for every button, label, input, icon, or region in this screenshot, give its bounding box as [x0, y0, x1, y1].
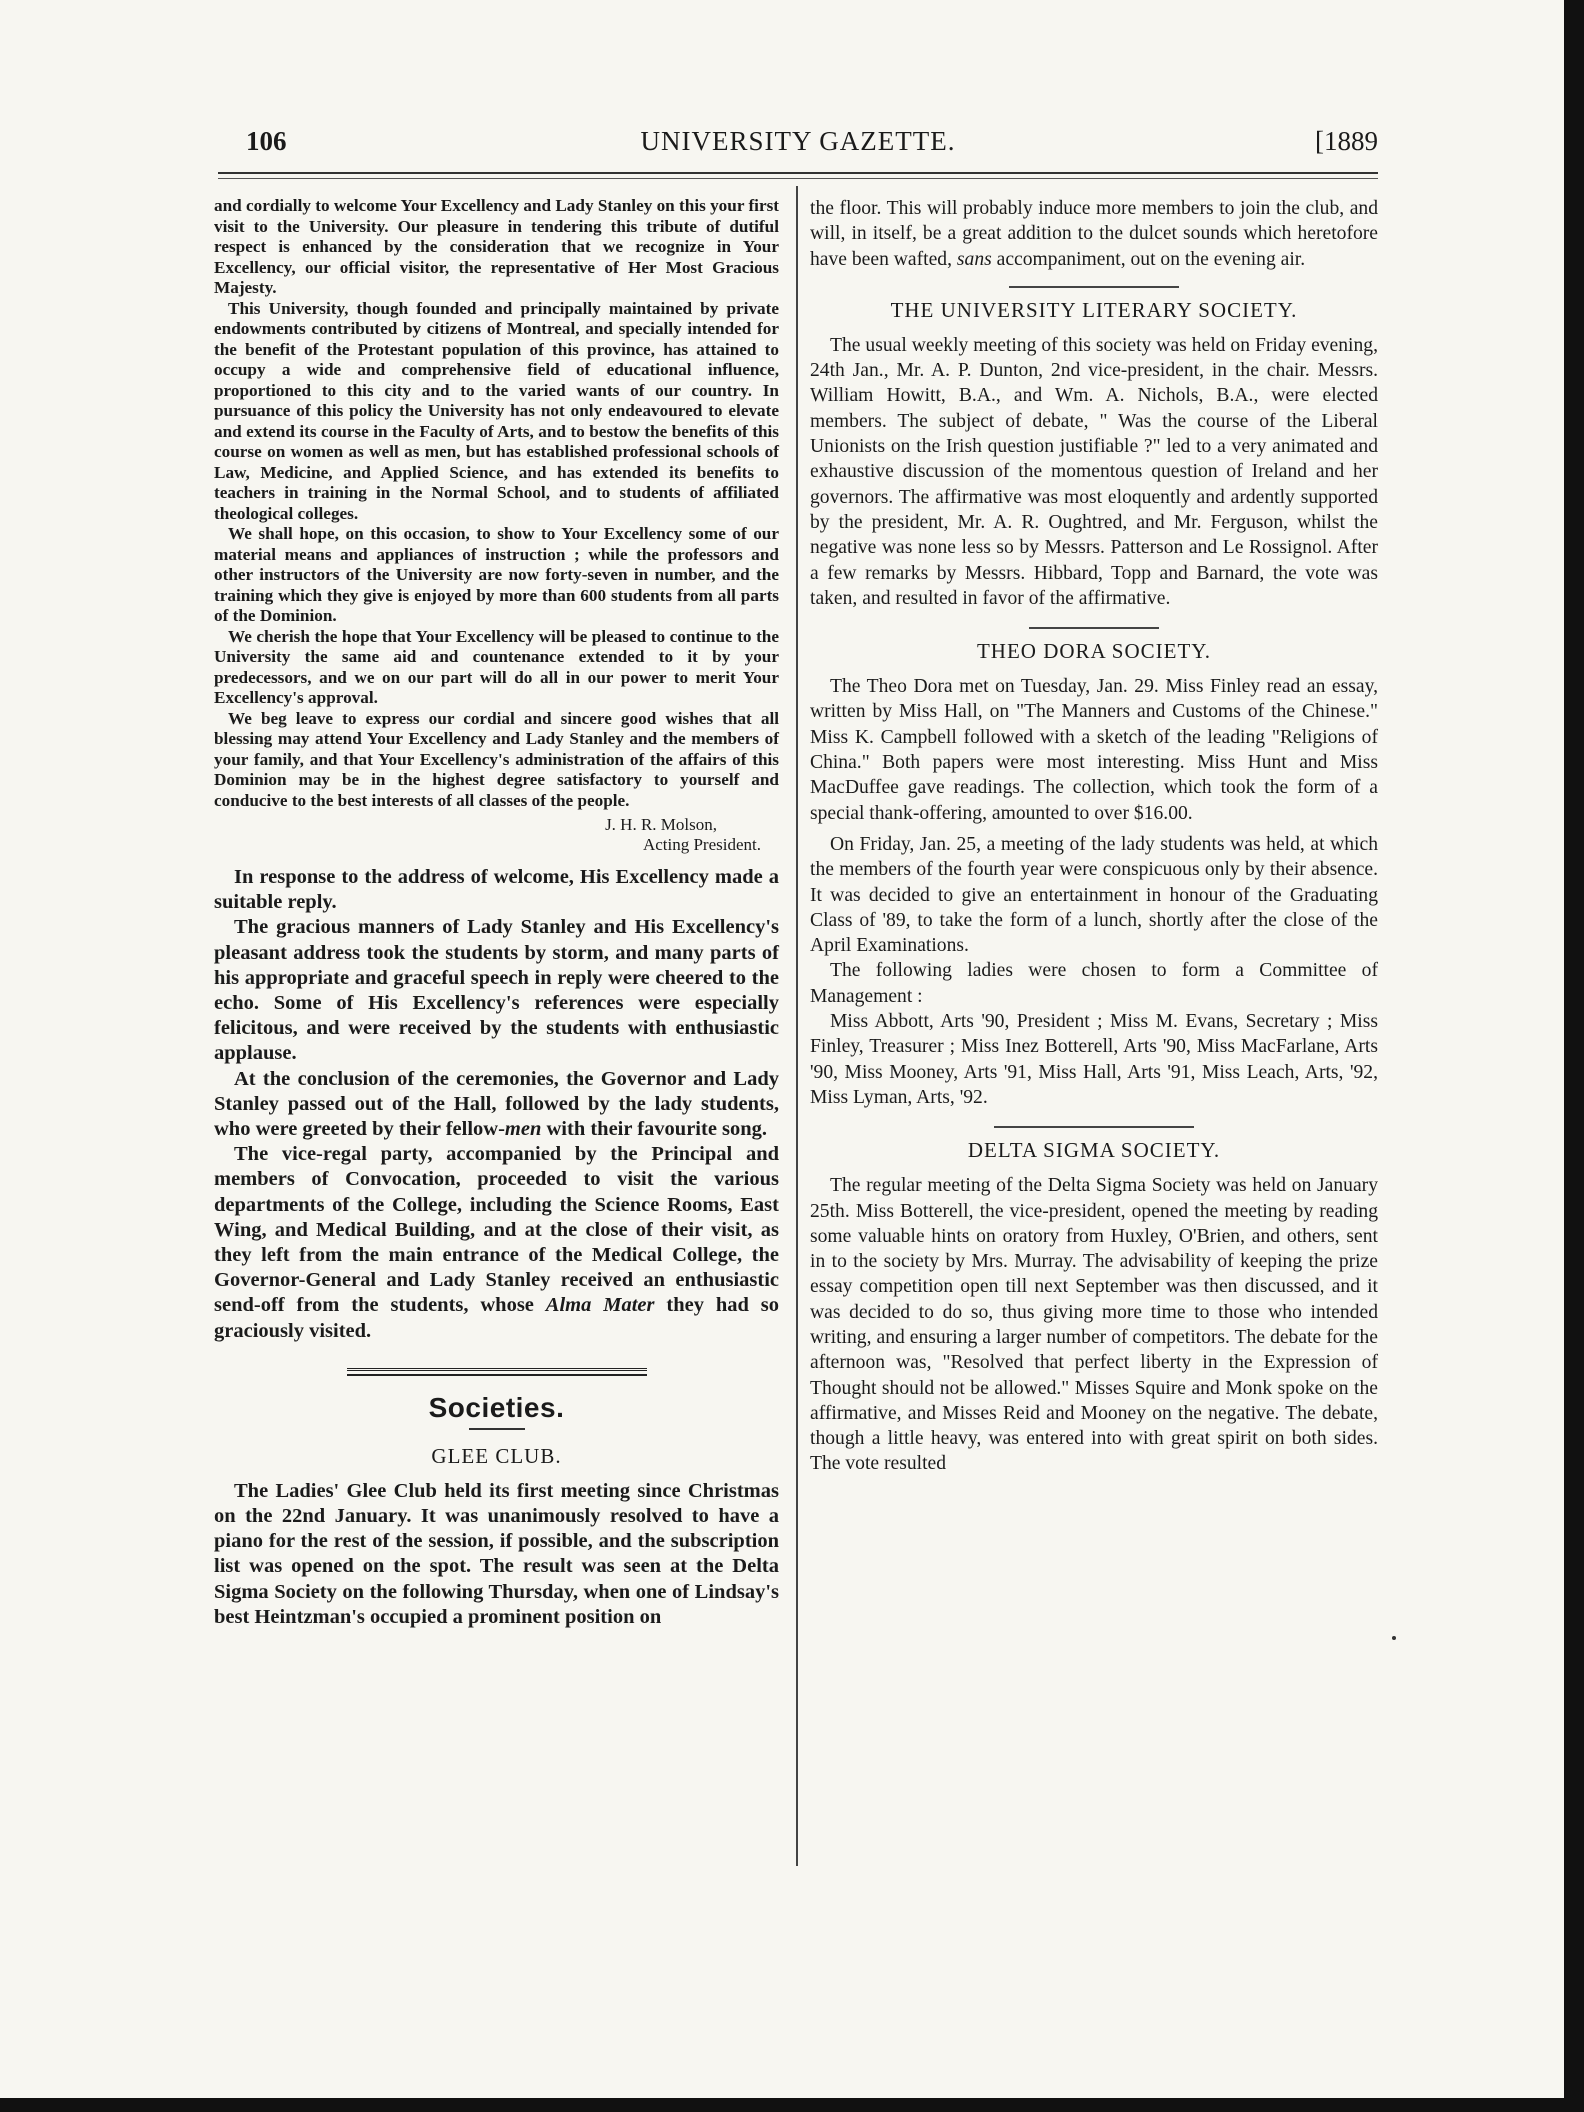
- publication-title: UNIVERSITY GAZETTE.: [640, 126, 956, 156]
- issue-year: [1889: [1315, 126, 1378, 156]
- glee-club-section: [214, 1479, 779, 1630]
- article-body: [214, 865, 779, 1344]
- left-column: [214, 196, 779, 1630]
- glee-club-heading: GLEE CLUB.: [431, 1443, 562, 1468]
- address-paragraph: We beg leave to express our cordial and sincere good wishes that all blessing may attend Your Excellency and Lady Stanley and the members of your family, and that Your Excellency's administration of the affairs of this Dominion may be in the highest degree satisfactory to yourself and conducive to the best interests of all classes of the people.: [214, 708, 779, 810]
- address-paragraph: We shall hope, on this occasion, to show to Your Excellency some of our material means and appliances of instruction ; while the professors and other instructors of the University are now forty-seven in number, and the training which they give is enjoyed by more than 600 students from all parts of the Dominion.: [214, 524, 779, 625]
- delta-sigma-text: The regular meeting of the Delta Sigma Society was held on January 25th. Miss Botterell, the vice-president, opened the meeting by reading some valuable hints on oratory from Huxley, O'Brien, and others, sent in to the society by Mrs. Murray. The advisability of keeping the prize essay competition open till next September was then discussed, and it was decided to do so, thus giving more time to those who intended writing, and ensuring a larger number of competitors. The debate for the afternoon was, "Resolved that perfect liberty in the Expression of Thought should not be allowed." Misses Squire and Monk spoke on the affirmative, and Misses Reid and Mooney on the negative. The debate, though a little heavy, was entered into with great spirit on both sides. The vote resulted: [810, 1175, 1378, 1475]
- section-divider: [810, 627, 1378, 629]
- short-rule: [994, 1126, 1194, 1128]
- lady-students-meeting: On Friday, Jan. 25, a meeting of the lady students was held, at which the members of the fourth year were conspicuous only by their absence. It was decided to give an entertainment in honour of the Graduating Class of '89, to take the form of a lunch, shortly after the close of the April Examinations.: [810, 833, 1378, 957]
- address-paragraph: and cordially to welcome Your Excellency and Lady Stanley on this your first visit to the University. Our pleasure in tendering this tribute of dutiful respect is enhanced by the consideration that we recognize in Your Excellency, our official visitor, the representative of Her Most Gracious Majesty.: [214, 196, 779, 297]
- response-paragraph: In response to the address of welcome, His Excellency made a suitable reply.: [214, 866, 779, 914]
- signature-block: [214, 815, 779, 855]
- societies-underline: [469, 1428, 525, 1430]
- column-divider: [796, 186, 798, 1866]
- address-text: [214, 196, 779, 811]
- double-rule: [347, 1368, 647, 1376]
- margin-speck: [1392, 1636, 1396, 1640]
- committee-list: Miss Abbott, Arts '90, President ; Miss M. Evans, Secretary ; Miss Finley, Treasurer ; Miss Inez Botterell, Arts '90, Miss MacFarlane, Arts '90, Miss Mooney, Arts '91, Miss Hall, Arts '91, Miss Leach, Arts, '92, Miss Lyman, Arts, '92.: [810, 1011, 1378, 1108]
- glee-club-continued: the floor. This will probably induce more members to join the club, and will, in itself, be a great addition to the dulcet sounds which heretofore have been wafted, sans accompaniment, out on the evening air.: [810, 198, 1378, 270]
- conclusion-paragraph: At the conclusion of the ceremonies, the Governor and Lady Stanley passed out of the Hall, followed by the lady students, who were greeted by their fellow-men with their favourite song.: [214, 1067, 779, 1141]
- delta-sigma-heading: DELTA SIGMA SOCIETY.: [967, 1138, 1221, 1163]
- glee-club-text: The Ladies' Glee Club held its first meeting since Christmas on the 22nd January. It was unanimously resolved to have a piano for the rest of the session, if possible, and the subscription list was opened on the spot. The result was seen at the Delta Sigma Society on the following Thursday, when one of Lindsay's best Heintzman's occupied a prominent position on: [214, 1479, 779, 1628]
- societies-divider: [214, 1368, 779, 1376]
- header-rule: [218, 172, 1378, 174]
- short-rule: [1009, 286, 1179, 288]
- viceregal-paragraph: The vice-regal party, accompanied by the Principal and members of Convocation, proceeded to visit the various departments of the College, including the Science Rooms, East Wing, and Medical Building, and at the close of their visit, as they left from the main entrance of the Medical College, the Governor-General and Lady Stanley received an enthusiastic send-off from the students, whose Alma Mater they had so graciously visited.: [214, 1143, 779, 1342]
- section-divider: [810, 286, 1378, 288]
- theo-dora-text: The Theo Dora met on Tuesday, Jan. 29. Miss Finley read an essay, written by Miss Hall, on "The Manners and Customs of the Chinese." Miss K. Campbell followed with a sketch of the leading "Religions of China." Both papers were most interesting. Miss Hunt and Miss MacDuffee gave readings. The collection, which took the form of a special thank-offering, amounted to over $16.00.: [810, 676, 1378, 824]
- short-rule: [1029, 627, 1159, 629]
- page-number: 106: [246, 126, 287, 156]
- page-header: [218, 126, 1378, 166]
- committee-intro: The following ladies were chosen to form a Committee of Management :: [810, 960, 1378, 1007]
- societies-heading: Societies.: [428, 1391, 565, 1423]
- theo-dora-heading: THEO DORA SOCIETY.: [976, 639, 1212, 664]
- address-paragraph: This University, though founded and principally maintained by private endowments contributed by citizens of Montreal, and specially intended for the benefit of the Protestant population of this province, has attained to occupy a wide and comprehensive field of educational influence, proportioned to this city and to the varied wants of our country. In pursuance of this policy the University has not only endeavoured to elevate and extend its course in the Faculty of Arts, and to bestow the benefits of this course on women as well as men, but has established professional schools of Law, Medicine, and Applied Science, and has extended its benefits to teachers in training in the Normal School, and to students of affiliated theological colleges.: [214, 298, 779, 523]
- header-rule-thin: [218, 178, 1378, 179]
- signature-role: Acting President.: [642, 835, 761, 854]
- response-paragraph-2: The gracious manners of Lady Stanley and His Excellency's pleasant address took the students by storm, and many parts of his appropriate and graceful speech in reply were cheered to the echo. Some of His Excellency's references were especially felicitous, and were received by the students with enthusiastic applause.: [214, 916, 779, 1065]
- scan-edge-bottom: [0, 2098, 1584, 2112]
- literary-society-heading: THE UNIVERSITY LITERARY SOCIETY.: [890, 297, 1298, 322]
- scan-edge-right: [1564, 0, 1584, 2112]
- address-paragraph: We cherish the hope that Your Excellency will be pleased to continue to the University the same aid and countenance extended to it by your predecessors, and we on our part will do all in our power to merit Your Excellency's approval.: [214, 626, 779, 707]
- right-column: [810, 196, 1378, 1477]
- literary-society-text: The usual weekly meeting of this society was held on Friday evening, 24th Jan., Mr. A. P. Dunton, 2nd vice-president, in the chair. Messrs. William Howitt, B.A., and Wm. A. Nichols, B.A., were elected members. The subject of debate, " Was the course of the Liberal Unionists on the Irish question justifiable ?" led to a very animated and exhaustive discussion of the momentous question of Ireland and her governors. The affirmative was most eloquently and ardently supported by the president, Mr. A. R. Oughtred, and Mr. Ferguson, whilst the negative was none less so by Messrs. Patterson and Le Rossignol. After a few remarks by Messrs. Hibbard, Topp and Barnard, the vote was taken, and resulted in favor of the affirmative.: [810, 334, 1378, 609]
- signature-name: J. H. R. Molson,: [605, 815, 717, 834]
- section-divider: [810, 1126, 1378, 1128]
